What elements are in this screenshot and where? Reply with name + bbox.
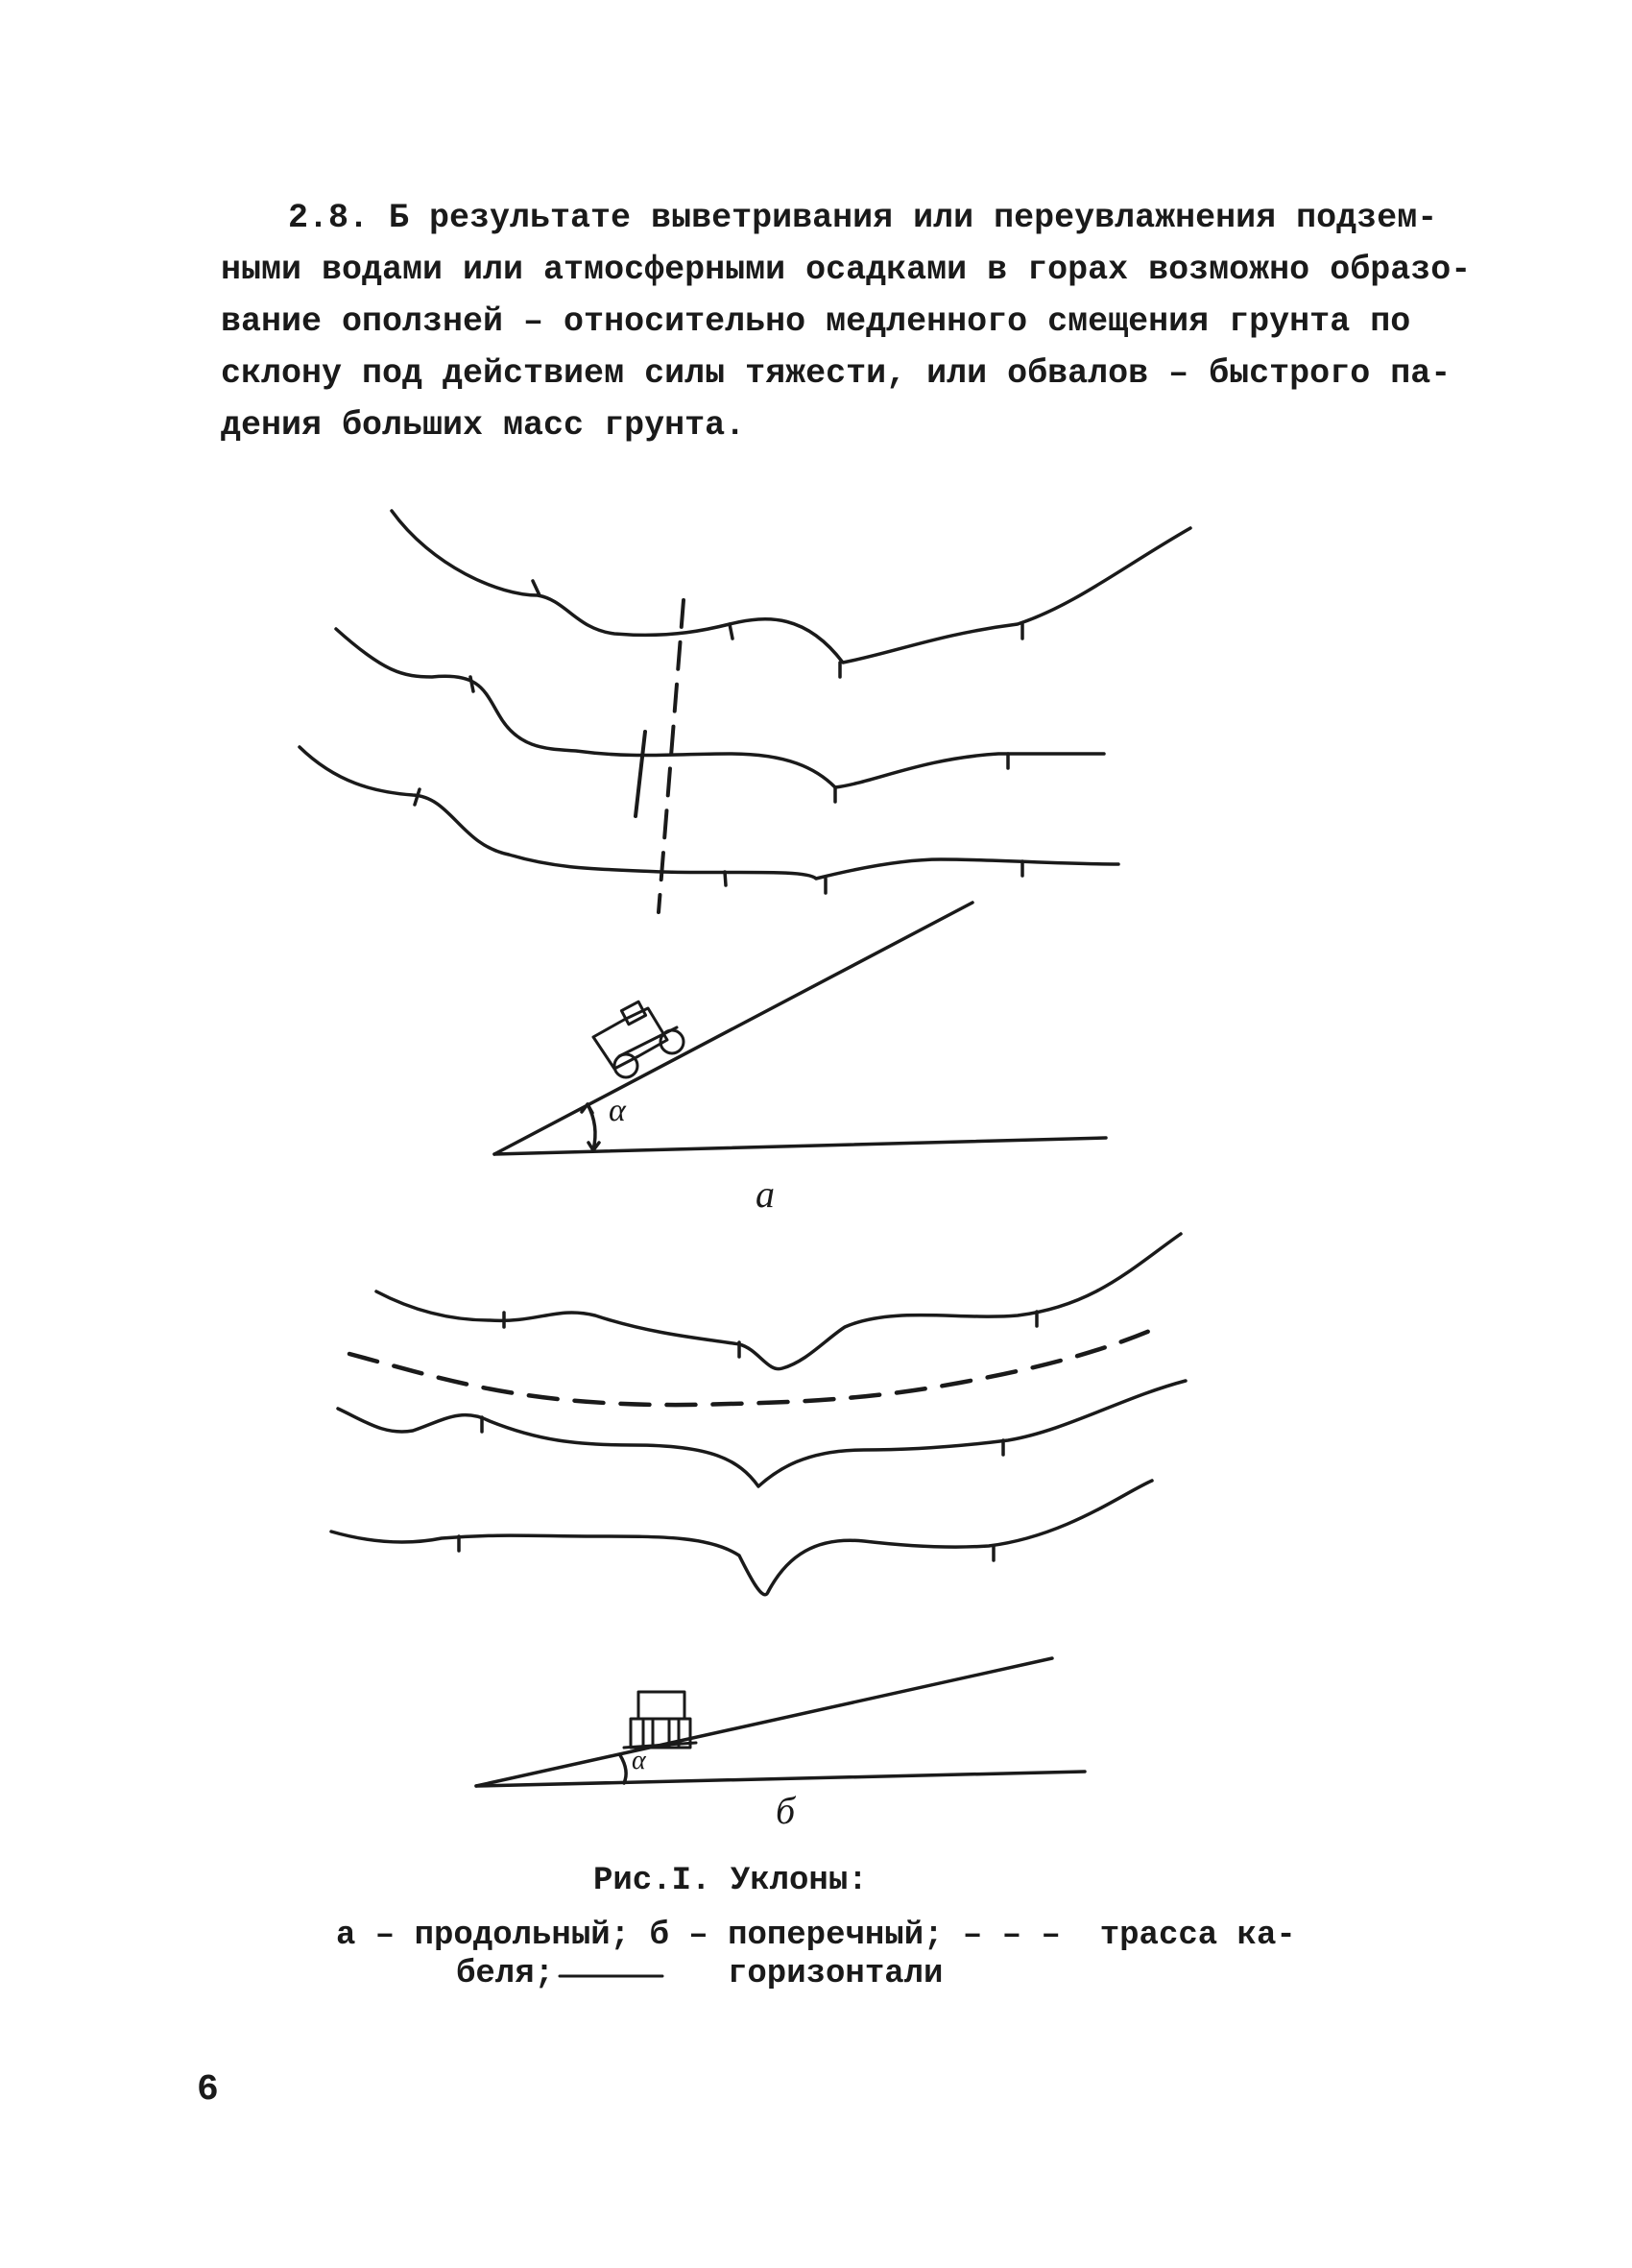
contour-line: [336, 629, 1104, 787]
panel-b-cable-route: [349, 1330, 1152, 1405]
paragraph-line: ными водами или атмосферными осадками в горах возможно образо-: [221, 251, 1472, 289]
paragraph-line: вание оползней – относительно медленного смещения грунта по: [221, 302, 1411, 341]
contour-line: [392, 511, 1190, 663]
paragraph-line: дения больших масс грунта.: [221, 406, 746, 445]
panel-a-tractor-icon: [593, 1001, 684, 1077]
contour-line: [376, 1234, 1181, 1369]
paragraph-line: 2.8. Б результате выветривания или переувлажнения подзем-: [288, 199, 1438, 237]
contour-line: [300, 747, 1118, 879]
panel-a-angle-label: α: [609, 1093, 626, 1128]
contour-line: [331, 1481, 1152, 1595]
figure-caption-line-1: а – продольный; б – поперечный; – – – трасса ка-: [336, 1918, 1296, 1954]
panel-b-slope: [476, 1658, 1085, 1786]
paragraph-line: склону под действием силы тяжести, или обвалов – быстрого па-: [221, 354, 1452, 393]
figure-caption-line-2b: горизонтали: [728, 1956, 944, 1992]
angle-arc: [620, 1755, 626, 1783]
contour-line: [338, 1381, 1186, 1486]
page-number: 6: [197, 2069, 219, 2111]
figure-caption-line-2a: беля;: [456, 1956, 555, 1992]
panel-a-contours: [300, 511, 1190, 893]
panel-b-contours: [331, 1234, 1186, 1595]
panel-a-slope: [494, 903, 1106, 1154]
panel-b-angle-label: α: [632, 1746, 646, 1775]
panel-a-label: а: [756, 1172, 775, 1216]
panel-b-label: б: [776, 1789, 796, 1832]
figure-caption-title: Рис.I. Уклоны:: [593, 1863, 868, 1899]
